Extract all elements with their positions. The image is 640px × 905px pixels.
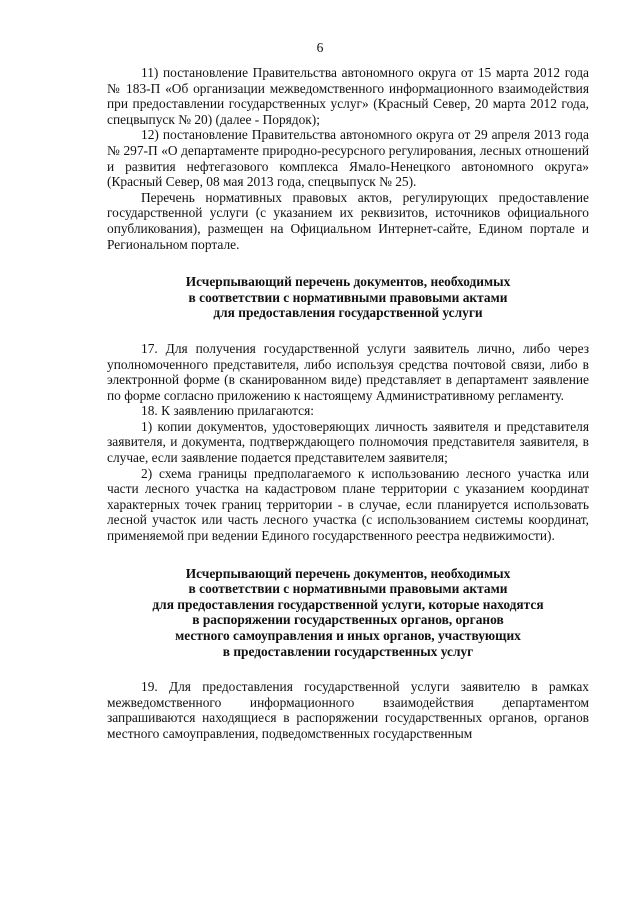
heading-line: для предоставления государственной услуги, которые находятся — [152, 596, 544, 612]
heading-line: в соответствии с нормативными правовыми актами — [188, 289, 508, 305]
paragraph-item-11: 11) постановление Правительства автономного округа от 15 марта 2012 года № 183-П «Об организации межведомственного информационного взаимодействия при предоставлении государственных услуг» (Красный Север, 20 марта 2012 года, спецвыпуск № 20) (далее - Порядок); — [107, 65, 589, 127]
heading-line: в предоставлении государственных услуг — [222, 643, 474, 659]
paragraph-item-18: 18. К заявлению прилагаются: — [141, 403, 314, 419]
page-number: 6 — [316, 40, 324, 55]
paragraph-subitem-1: 1) копии документов, удостоверяющих личность заявителя и представителя заявителя, и документа, подтверждающего полномочия представителя заявителя, в случае, если заявление подается представителем заявителя; — [107, 418, 589, 466]
heading-line: в соответствии с нормативными правовыми актами — [188, 581, 508, 597]
paragraph-item-19: 19. Для предоставления государственной услуги заявителю в рамках межведомственного информационного взаимодействия департаментом запрашиваются находящиеся в распоряжении государственных органов, органов местного самоуправления, подведомственных государственным — [107, 679, 589, 741]
paragraph-subitem-2: 2) схема границы предполагаемого к использованию лесного участка или части лесного участка на кадастровом плане территории с указанием координат характерных точек границ территории - в случае, если планируется использовать лесной участок или часть лесного участка (с использованием системы координат, применяемой при ведении Единого государственного реестра недвижимости). — [107, 465, 589, 544]
heading-line: Исчерпывающий перечень документов, необходимых — [185, 565, 511, 581]
paragraph-item-12: 12) постановление Правительства автономного округа от 29 апреля 2013 года № 297-П «О департаменте природно-ресурсного регулирования, лесных отношений и развития нефтегазового комплекса Ямало-Ненецкого автономного округа» (Красный Север, 08 мая 2013 года, спецвыпуск № 25). — [107, 127, 589, 190]
section-heading-documents — [107, 274, 589, 321]
paragraph-item-17: 17. Для получения государственной услуги заявитель лично, либо через уполномоченного представителя, либо используя средства почтовой связи, либо в электронной форме (в сканированном виде) представляет в департамент заявление по форме согласно приложению к настоящему Административному регламенту. — [107, 340, 589, 403]
heading-line: Исчерпывающий перечень документов, необходимых — [185, 274, 511, 290]
heading-line: местного самоуправления и иных органов, участвующих — [175, 628, 521, 643]
section-heading-interagency-documents — [107, 566, 589, 660]
paragraph-legal-acts-list: Перечень нормативных правовых актов, регулирующих предоставление государственной услуги (с указанием их реквизитов, источников официального опубликования), размещен на Официальном Интернет-сайте, Едином портале и Региональном портале. — [107, 189, 589, 252]
document-body — [107, 65, 589, 742]
heading-line: для предоставления государственной услуги — [213, 305, 483, 321]
heading-line: в распоряжении государственных органов, органов — [192, 612, 504, 628]
